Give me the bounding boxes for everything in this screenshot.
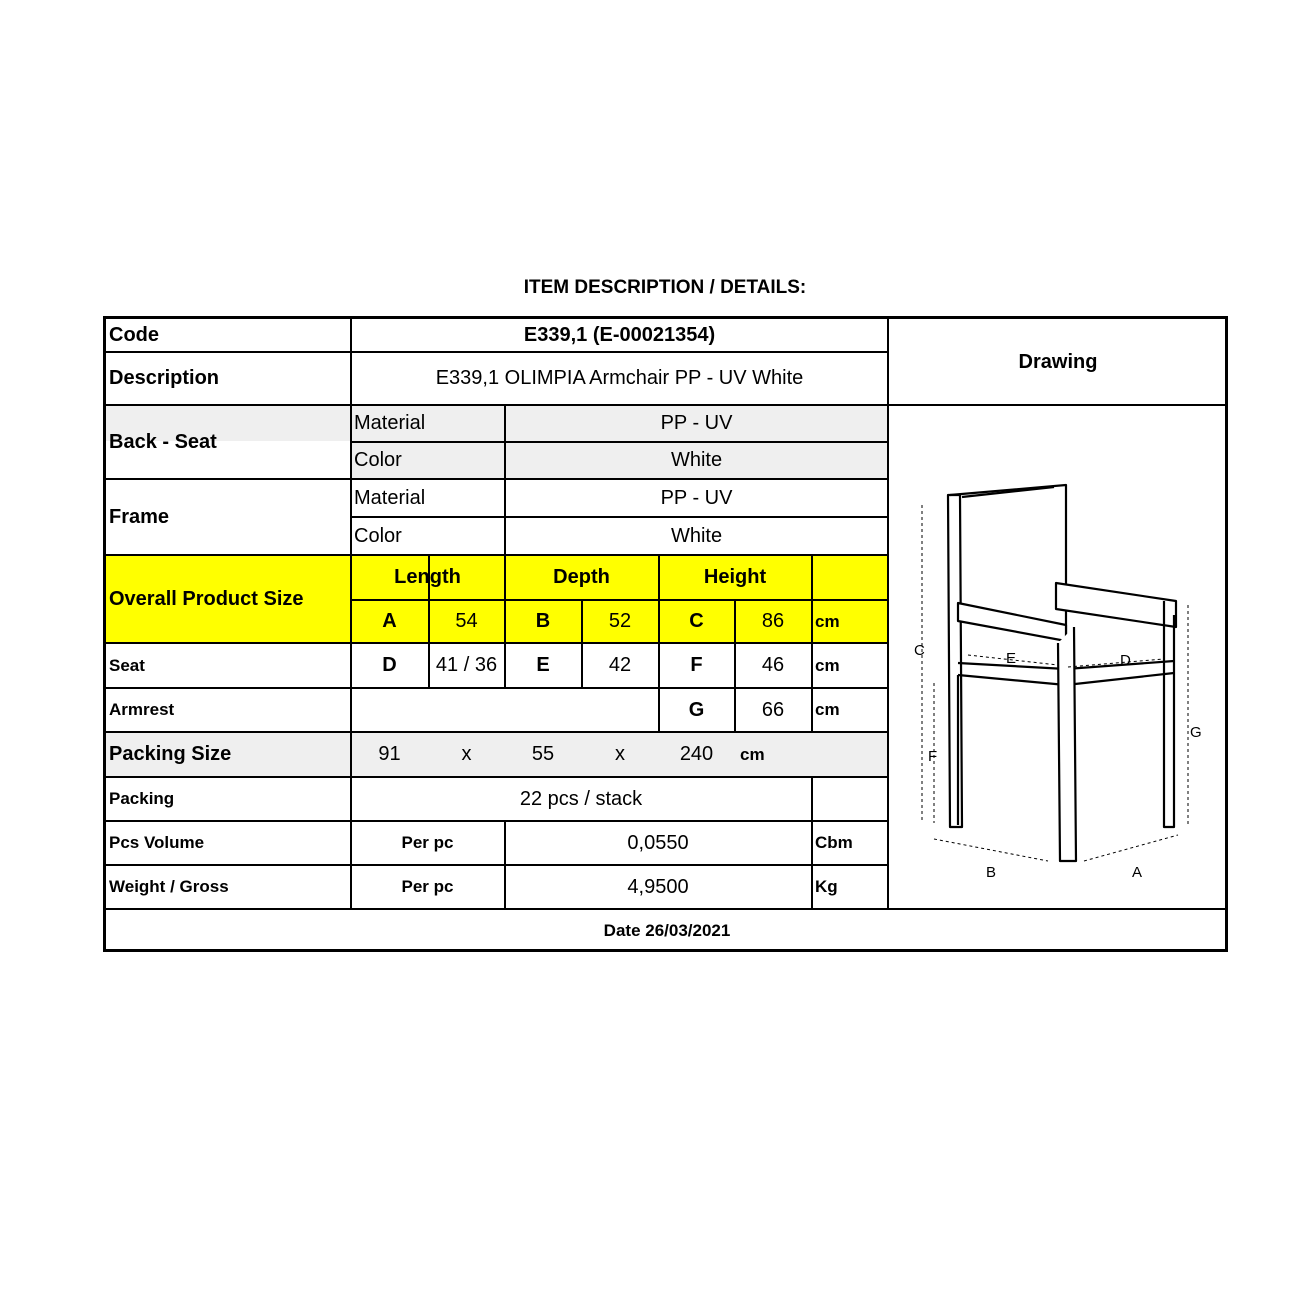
pcs-volume-value: 0,0550 — [627, 831, 689, 854]
drawing-letter-d: D — [1120, 652, 1131, 669]
dim-b-letter: B — [535, 610, 551, 632]
dim-g-value: 66 — [761, 698, 785, 721]
packing-width: 91 — [378, 743, 401, 765]
frame-material-label: Material — [354, 486, 426, 509]
back-seat-material-label: Material — [354, 412, 426, 434]
dim-e-value: 42 — [608, 654, 632, 676]
drawing-letter-g: G — [1190, 724, 1202, 741]
back-seat-color: White — [670, 449, 723, 471]
armrest-unit: cm — [815, 700, 840, 719]
packing-x1: x — [461, 743, 472, 765]
dim-g-letter: G — [688, 698, 705, 721]
frame-material: PP - UV — [660, 486, 733, 509]
packing-height: 240 — [679, 743, 714, 765]
weight-unit: Kg — [815, 877, 838, 896]
pcs-volume-unit: Cbm — [815, 833, 853, 852]
dim-f-value: 46 — [761, 654, 785, 676]
pcs-volume-per: Per pc — [401, 833, 454, 852]
seat-unit: cm — [815, 655, 840, 675]
dim-c-value: 86 — [761, 610, 785, 632]
date-footer: Date 26/03/2021 — [603, 921, 731, 940]
length-header: Length — [394, 566, 461, 588]
dim-a-value: 54 — [455, 610, 478, 632]
frame-label: Frame — [109, 505, 170, 528]
details-table — [103, 316, 1228, 952]
frame-color-label: Color — [354, 524, 402, 547]
overall-unit: cm — [815, 611, 840, 631]
packing-size-label: Packing Size — [109, 743, 232, 765]
armrest-label: Armrest — [109, 700, 175, 719]
dim-a-letter: A — [382, 610, 397, 632]
depth-header: Depth — [553, 566, 610, 588]
dim-d-value: 41 / 36 — [435, 654, 498, 676]
packing-value: 22 pcs / stack — [519, 787, 643, 810]
weight-per: Per pc — [401, 877, 454, 896]
dim-e-letter: E — [536, 654, 550, 676]
drawing-letter-f: F — [928, 748, 938, 765]
code-value: E339,1 (E-00021354) — [523, 324, 716, 346]
height-header: Height — [703, 566, 767, 588]
weight-value: 4,9500 — [627, 875, 689, 898]
dim-b-value: 52 — [608, 610, 632, 632]
back-seat-label: Back - Seat — [109, 430, 217, 453]
description-label: Description — [109, 367, 220, 389]
drawing-letter-a: A — [1132, 864, 1143, 881]
drawing-letter-b: B — [986, 864, 997, 881]
dim-c-letter: C — [689, 610, 704, 632]
document-title: ITEM DESCRIPTION / DETAILS: — [523, 277, 807, 298]
dim-d-letter: D — [382, 654, 397, 676]
packing-depth: 55 — [531, 743, 555, 765]
back-seat-color-label: Color — [354, 449, 402, 471]
description-value: E339,1 OLIMPIA Armchair PP - UV White — [435, 367, 804, 389]
back-seat-material: PP - UV — [660, 412, 733, 434]
pcs-volume-label: Pcs Volume — [109, 833, 205, 852]
drawing-letter-e: E — [1006, 650, 1017, 667]
packing-x2: x — [615, 743, 625, 765]
dim-f-letter: F — [690, 654, 703, 676]
chair-drawing — [888, 405, 1228, 908]
code-label: Code — [109, 324, 159, 346]
weight-label: Weight / Gross — [109, 877, 229, 896]
drawing-letter-c: C — [914, 642, 925, 659]
packing-size-unit: cm — [740, 744, 765, 764]
drawing-label: Drawing — [1018, 350, 1098, 373]
packing-label: Packing — [109, 789, 175, 808]
frame-color: White — [670, 524, 723, 547]
seat-label: Seat — [109, 655, 145, 675]
overall-size-label: Overall Product Size — [109, 587, 304, 610]
